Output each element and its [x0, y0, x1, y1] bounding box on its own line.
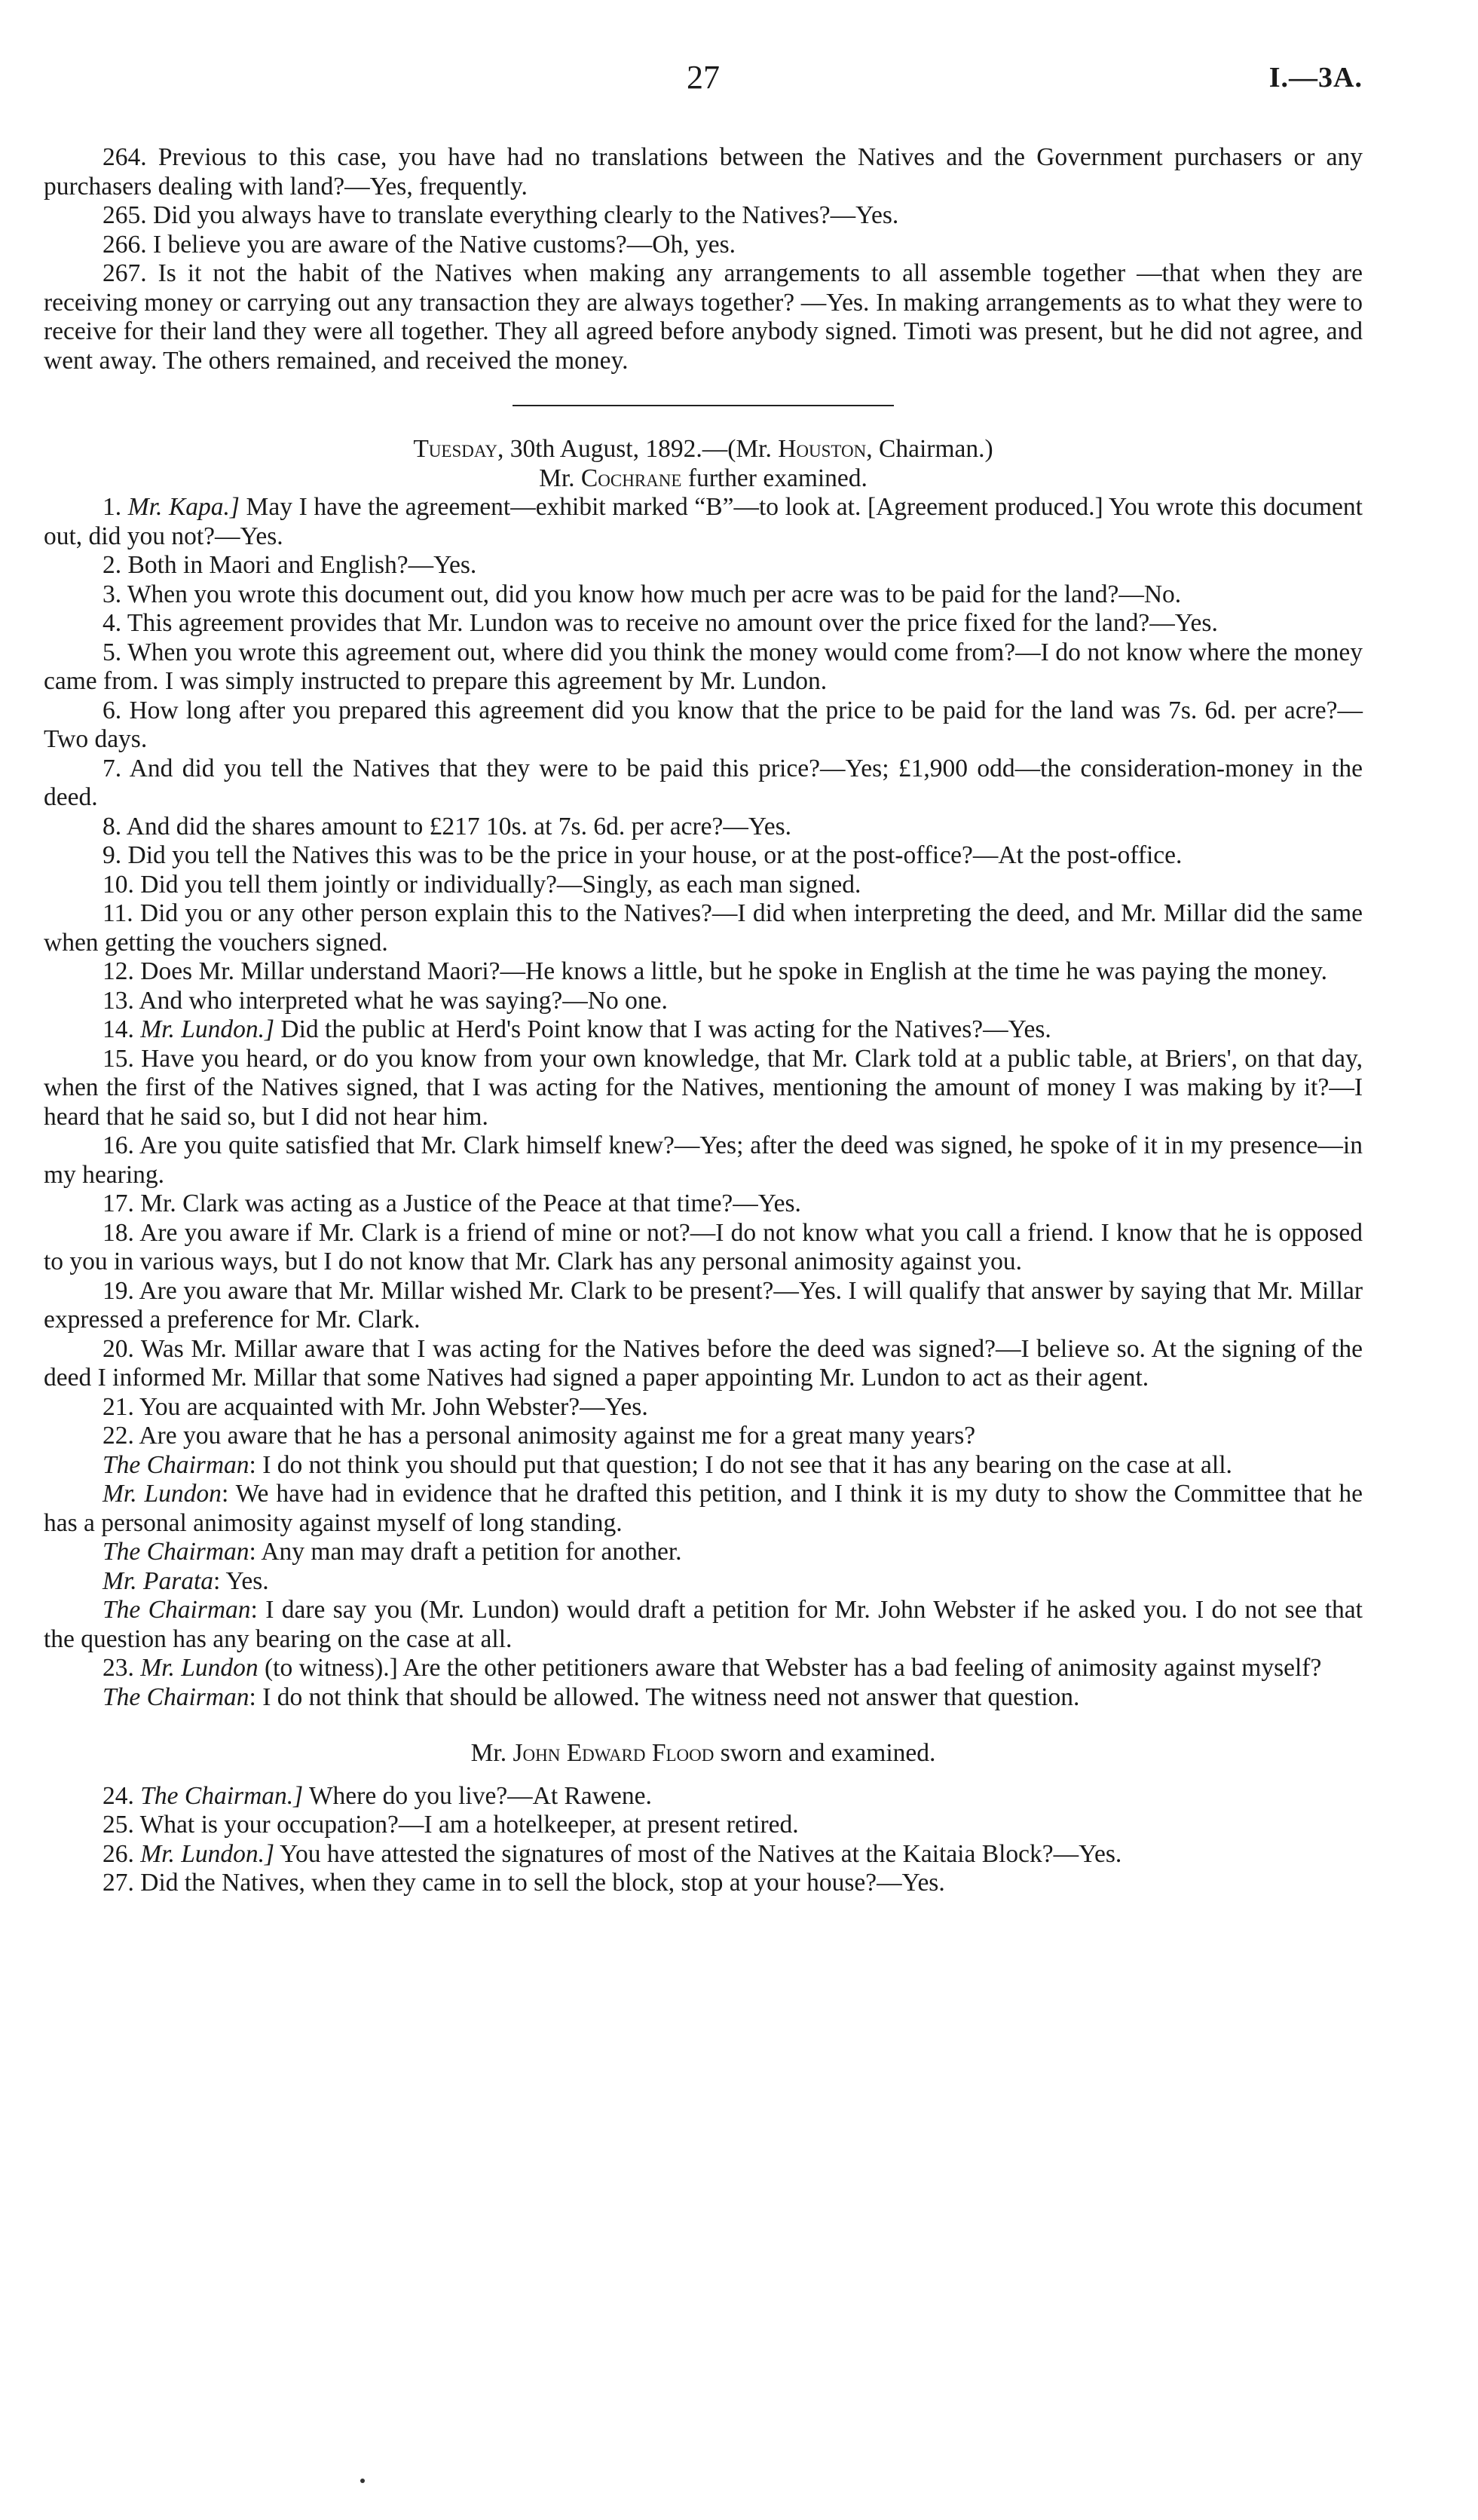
question-14: 14. Mr. Lundon.] Did the public at Herd's Point know that I was acting for the Natives?—Yes. — [103, 1015, 1051, 1043]
parata-remark: Mr. Parata: Yes. — [103, 1566, 269, 1595]
question-18: 18. Are you aware if Mr. Clark is a friend of mine or not?—I do not know what you call a friend. I know that he is opposed to you in various ways, but I do not know that Mr. Clark has any personal animosity against you. — [44, 1218, 1363, 1275]
question-24: 24. The Chairman.] Where do you live?—At Rawene. — [103, 1781, 652, 1810]
page-header — [44, 59, 1363, 101]
document-reference: I.—3A. — [1268, 62, 1363, 93]
question-19: 19. Are you aware that Mr. Millar wished Mr. Clark to be present?—Yes. I will qualify that answer by saying that Mr. Millar expressed a preference for Mr. Clark. — [44, 1276, 1363, 1333]
question-4: 4. This agreement provides that Mr. Lundon was to receive no amount over the price fixed for the land?—Yes. — [103, 609, 1218, 637]
question-20: 20. Was Mr. Millar aware that I was acting for the Natives before the deed was signed?—I believe so. At the signing of the deed I informed Mr. Millar that some Natives had signed a paper appointing Mr. Lundon to act as their agent. — [44, 1334, 1363, 1392]
chairman-remark: The Chairman: Any man may draft a petition for another. — [103, 1538, 682, 1566]
lundon-remark: Mr. Lundon: We have had in evidence that he drafted this petition, and I think it is my duty to show the Committee that he has a personal animosity against myself of long standing. — [44, 1480, 1363, 1537]
section-divider — [513, 405, 894, 406]
question-25: 25. What is your occupation?—I am a hotelkeeper, at present retired. — [103, 1811, 799, 1839]
question-264: 264. Previous to this case, you have had no translations between the Natives and the Government purchasers or any purchasers dealing with land?—Yes, frequently. — [44, 143, 1363, 201]
question-17: 17. Mr. Clark was acting as a Justice of the Peace at that time?—Yes. — [103, 1190, 801, 1217]
body-text — [44, 143, 1363, 1898]
chairman-ruling: The Chairman: I do not think that should be allowed. The witness need not answer that question. — [103, 1683, 1080, 1711]
question-13: 13. And who interpreted what he was saying?—No one. — [103, 986, 668, 1015]
question-23: 23. Mr. Lundon (to witness).] Are the other petitioners aware that Webster has a bad feeling of animosity against myself? — [103, 1654, 1322, 1682]
question-26: 26. Mr. Lundon.] You have attested the signatures of most of the Natives at the Kaitaia Block?—Yes. — [103, 1839, 1122, 1868]
question-16: 16. Are you quite satisfied that Mr. Clark himself knew?—Yes; after the deed was signed, he spoke of it in my presence—in my hearing. — [44, 1131, 1363, 1189]
page-number: 27 — [687, 59, 720, 96]
question-9: 9. Did you tell the Natives this was to be the price in your house, or at the post-office?—At the post-office. — [103, 841, 1183, 869]
question-12: 12. Does Mr. Millar understand Maori?—He knows a little, but he spoke in English at the time he was paying the money. — [103, 957, 1328, 985]
question-265: 265. Did you always have to translate everything clearly to the Natives?—Yes. — [103, 201, 899, 229]
question-3: 3. When you wrote this document out, did you know how much per acre was to be paid for the land?—No. — [103, 580, 1182, 608]
question-267: 267. Is it not the habit of the Natives when making any arrangements to all assemble together —that when they are receiving money or carrying out any transaction they are always together? —Yes. In making arrangements as to what they were to receive for their land they were all together. They all agreed before anybody signed. Timoti was present, but he did not agree, and went away. The others remained, and received the money. — [44, 259, 1363, 375]
question-5: 5. When you wrote this agreement out, where did you think the money would come from?—I do not know where the money came from. I was simply instructed to prepare this agreement by Mr. Lundon. — [44, 638, 1363, 695]
question-266: 266. I believe you are aware of the Native customs?—Oh, yes. — [103, 230, 736, 259]
question-10: 10. Did you tell them jointly or individually?—Singly, as each man signed. — [103, 870, 861, 899]
question-11: 11. Did you or any other person explain this to the Natives?—I did when interpreting the deed, and Mr. Millar did the same when getting the vouchers signed. — [44, 899, 1363, 957]
question-7: 7. And did you tell the Natives that they were to be paid this price?—Yes; £1,900 odd—the consideration-money in the deed. — [44, 754, 1363, 811]
question-22: 22. Are you aware that he has a personal animosity against me for a great many years? — [103, 1422, 976, 1450]
witness-heading: Mr. John Edward Flood sworn and examined. — [470, 1739, 936, 1767]
witness-heading: Mr. Cochrane further examined. — [539, 464, 868, 492]
question-8: 8. And did the shares amount to £217 10s. at 7s. 6d. per acre?—Yes. — [103, 812, 791, 841]
chairman-remark: The Chairman: I dare say you (Mr. Lundon) would draft a petition for Mr. John Webster if he asked you. I do not see that the question has any bearing on the case at all. — [44, 1596, 1363, 1653]
question-1: 1. Mr. Kapa.] May I have the agreement—exhibit marked “B”—to look at. [Agreement produced.] You wrote this document out, did you not?—Yes. — [44, 493, 1363, 550]
question-6: 6. How long after you prepared this agreement did you know that the price to be paid for the land was 7s. 6d. per acre?—Two days. — [44, 696, 1363, 753]
chairman-remark: The Chairman: I do not think you should put that question; I do not see that it has any bearing on the case at all. — [103, 1450, 1232, 1479]
question-27: 27. Did the Natives, when they came in to sell the block, stop at your house?—Yes. — [103, 1869, 945, 1897]
question-2: 2. Both in Maori and English?—Yes. — [103, 551, 477, 579]
session-heading: Tuesday, 30th August, 1892.—(Mr. Houston, Chairman.) — [413, 435, 993, 463]
question-15: 15. Have you heard, or do you know from your own knowledge, that Mr. Clark told at a public table, at Briers', on that day, when the first of the Natives signed, that I was acting for the Natives, mentioning the amount of money I was making by it?—I heard that he said so, but I did not hear him. — [44, 1044, 1363, 1131]
page-mark — [360, 2479, 365, 2483]
question-21: 21. You are acquainted with Mr. John Webster?—Yes. — [103, 1392, 648, 1421]
